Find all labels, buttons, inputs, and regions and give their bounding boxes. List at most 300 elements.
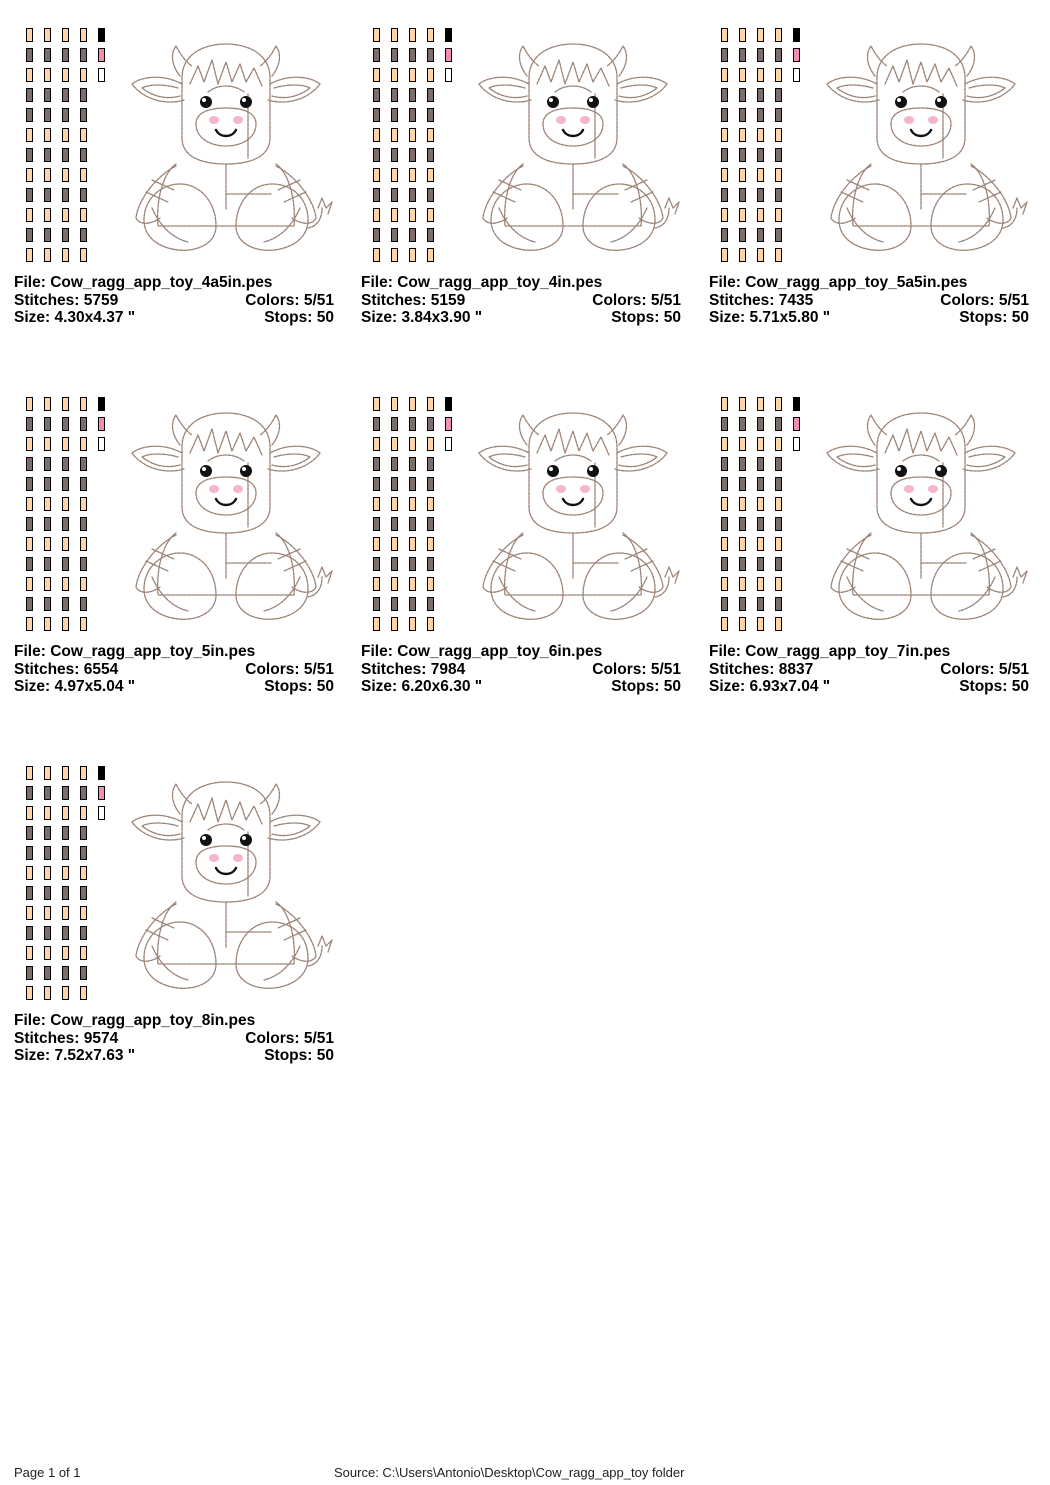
thread-swatch [721,48,728,62]
thread-swatch [62,108,69,122]
thread-swatch [739,248,746,262]
color-count: 5/51 [650,660,681,678]
thread-swatch [44,906,51,920]
thread-swatch [445,68,452,82]
thread-swatch [757,597,764,611]
thread-swatch [62,248,69,262]
design-card [14,766,334,1106]
thread-swatch [775,597,782,611]
file-label: File: [14,1012,46,1029]
thread-swatch [775,537,782,551]
thread-swatch [62,437,69,451]
design-size: 7.52x7.63 " [54,1047,136,1064]
thread-swatch [44,786,51,800]
color-count: 5/51 [998,660,1029,678]
thread-swatch [391,617,398,631]
thread-swatch [391,497,398,511]
thread-swatch [757,517,764,531]
thread-swatch [793,437,800,451]
thread-swatch [373,48,380,62]
thread-swatch [373,248,380,262]
thread-swatch [80,417,87,431]
thread-swatch [739,577,746,591]
thread-swatch [26,28,33,42]
thread-swatch [26,88,33,102]
thread-swatch [44,766,51,780]
thread-swatch [775,517,782,531]
thread-swatch [427,477,434,491]
thread-swatch [391,228,398,242]
thread-swatch [391,537,398,551]
thread-swatch [44,68,51,82]
thread-swatch [721,168,728,182]
colors-label: Colors: [940,291,995,309]
thread-swatch [26,48,33,62]
thread-swatch [62,806,69,820]
thread-swatch [775,128,782,142]
thread-swatch [62,846,69,860]
thread-swatch [62,766,69,780]
thread-swatch [26,986,33,1000]
thread-swatch [98,417,105,431]
thread-swatch [757,557,764,571]
stitches-label: Stitches: [709,291,775,309]
design-card [14,28,334,368]
thread-swatch [373,597,380,611]
thread-swatch [26,457,33,471]
color-count: 5/51 [998,291,1029,309]
thread-swatch [80,68,87,82]
thread-swatch [775,148,782,162]
thread-swatch [409,617,416,631]
thread-swatch [26,228,33,242]
thread-swatch [44,866,51,880]
thread-swatch [445,48,452,62]
thread-swatch [80,437,87,451]
thread-swatch [391,397,398,411]
thread-swatch [80,906,87,920]
design-info [14,274,334,327]
thread-swatch [62,228,69,242]
source-path: Source: C:\Users\Antonio\Desktop\Cow_ragg_app_toy folder [334,1465,685,1480]
thread-swatch [80,806,87,820]
stitch-count: 7984 [430,660,466,678]
cow-toy-icon [817,32,1031,252]
page-indicator: Page 1 of 1 [14,1465,81,1480]
stops-label: Stops: [264,678,313,695]
thread-swatch [409,397,416,411]
thread-swatch [739,88,746,102]
thread-swatch [26,108,33,122]
stops-label: Stops: [959,678,1008,695]
thread-swatch [739,537,746,551]
thread-swatch [721,557,728,571]
thread-swatch [409,457,416,471]
thread-color-chart [369,397,469,637]
thread-swatch [775,457,782,471]
thread-color-chart [22,397,122,637]
thread-swatch [391,88,398,102]
thread-swatch [80,786,87,800]
cow-design-preview [817,32,1031,252]
thread-swatch [757,457,764,471]
thread-swatch [757,168,764,182]
thread-swatch [44,437,51,451]
thread-swatch [739,517,746,531]
thread-swatch [793,48,800,62]
thread-swatch [775,168,782,182]
thread-swatch [409,557,416,571]
thread-swatch [44,397,51,411]
thread-swatch [757,208,764,222]
thread-swatch [721,68,728,82]
thread-swatch [44,557,51,571]
file-name: Cow_ragg_app_toy_5in.pes [50,643,256,660]
thread-swatch [427,617,434,631]
thread-swatch [757,437,764,451]
thread-swatch [26,248,33,262]
thread-swatch [721,457,728,471]
design-info [14,643,334,696]
design-size: 5.71x5.80 " [749,309,831,326]
thread-swatch [739,128,746,142]
stops-label: Stops: [611,309,660,326]
thread-swatch [427,68,434,82]
size-label: Size: [14,1047,51,1064]
thread-swatch [427,248,434,262]
thread-swatch [373,617,380,631]
thread-swatch [44,966,51,980]
thread-swatch [793,68,800,82]
stops-label: Stops: [264,1047,313,1064]
thread-swatch [80,826,87,840]
thread-swatch [409,88,416,102]
thread-swatch [721,617,728,631]
thread-swatch [409,577,416,591]
thread-swatch [409,437,416,451]
thread-swatch [26,906,33,920]
thread-swatch [445,437,452,451]
thread-swatch [757,48,764,62]
thread-swatch [409,497,416,511]
file-label: File: [14,643,46,660]
thread-swatch [26,397,33,411]
thread-swatch [373,228,380,242]
color-count: 5/51 [303,291,334,309]
thread-swatch [373,208,380,222]
thread-swatch [739,617,746,631]
thread-swatch [427,228,434,242]
thread-swatch [80,497,87,511]
thread-swatch [757,88,764,102]
thread-swatch [373,128,380,142]
cow-toy-icon [817,401,1031,621]
stitches-label: Stitches: [361,660,427,678]
thread-swatch [26,68,33,82]
thread-swatch [427,557,434,571]
stop-count: 50 [316,678,334,695]
thread-swatch [26,966,33,980]
thread-swatch [44,826,51,840]
stops-label: Stops: [264,309,313,326]
thread-swatch [757,108,764,122]
thread-swatch [757,248,764,262]
thread-swatch [739,48,746,62]
thread-swatch [373,537,380,551]
thread-swatch [427,417,434,431]
stops-label: Stops: [611,678,660,695]
file-name: Cow_ragg_app_toy_7in.pes [745,643,951,660]
colors-label: Colors: [245,291,300,309]
stitches-label: Stitches: [361,291,427,309]
size-label: Size: [361,309,398,326]
thread-color-chart [22,28,122,268]
cow-toy-icon [122,770,336,990]
thread-swatch [775,577,782,591]
thread-swatch [44,806,51,820]
thread-swatch [80,88,87,102]
thread-swatch [391,68,398,82]
thread-swatch [373,517,380,531]
thread-swatch [721,28,728,42]
thread-swatch [80,457,87,471]
colors-label: Colors: [592,660,647,678]
thread-swatch [80,397,87,411]
thread-swatch [80,946,87,960]
thread-swatch [26,786,33,800]
cow-design-preview [469,401,683,621]
file-label: File: [14,274,46,291]
thread-swatch [721,597,728,611]
cow-toy-icon [469,401,683,621]
thread-swatch [739,437,746,451]
size-label: Size: [709,309,746,326]
thread-swatch [98,397,105,411]
thread-swatch [26,766,33,780]
thread-swatch [427,577,434,591]
thread-swatch [44,597,51,611]
thread-swatch [757,477,764,491]
thread-swatch [62,826,69,840]
thread-swatch [391,517,398,531]
thread-color-chart [22,766,122,1006]
thread-swatch [62,537,69,551]
thread-swatch [62,906,69,920]
thread-swatch [62,168,69,182]
thread-swatch [721,148,728,162]
file-name: Cow_ragg_app_toy_6in.pes [397,643,603,660]
thread-swatch [721,228,728,242]
thread-swatch [391,557,398,571]
colors-label: Colors: [245,1029,300,1047]
thread-swatch [391,577,398,591]
thread-swatch [373,188,380,202]
thread-swatch [721,188,728,202]
thread-swatch [739,457,746,471]
thread-swatch [739,397,746,411]
thread-color-chart [717,397,817,637]
thread-swatch [26,806,33,820]
thread-swatch [80,537,87,551]
thread-swatch [739,417,746,431]
stop-count: 50 [1011,309,1029,326]
thread-swatch [409,148,416,162]
cow-toy-icon [469,32,683,252]
design-info [361,643,681,696]
thread-swatch [62,926,69,940]
thread-swatch [80,577,87,591]
thread-swatch [409,417,416,431]
stitch-count: 5759 [83,291,119,309]
cow-design-preview [122,401,336,621]
file-label: File: [709,274,741,291]
thread-swatch [427,397,434,411]
design-size: 4.30x4.37 " [54,309,136,326]
thread-swatch [757,397,764,411]
thread-swatch [373,168,380,182]
thread-swatch [62,966,69,980]
thread-swatch [427,437,434,451]
thread-swatch [62,617,69,631]
thread-swatch [757,188,764,202]
thread-swatch [80,866,87,880]
thread-swatch [757,577,764,591]
thread-swatch [775,188,782,202]
design-info [709,274,1029,327]
thread-swatch [44,497,51,511]
thread-swatch [26,886,33,900]
color-count: 5/51 [303,660,334,678]
thread-swatch [44,517,51,531]
thread-swatch [775,68,782,82]
thread-swatch [80,617,87,631]
thread-swatch [80,188,87,202]
thread-swatch [80,926,87,940]
thread-swatch [409,517,416,531]
thread-swatch [373,68,380,82]
thread-swatch [775,397,782,411]
cow-design-preview [122,32,336,252]
stitch-count: 8837 [778,660,814,678]
thread-swatch [44,108,51,122]
thread-swatch [757,128,764,142]
thread-swatch [62,48,69,62]
thread-swatch [409,128,416,142]
stitch-count: 9574 [83,1029,119,1047]
colors-label: Colors: [245,660,300,678]
thread-swatch [721,477,728,491]
design-size: 6.20x6.30 " [401,678,483,695]
stitch-count: 5159 [430,291,466,309]
thread-swatch [391,208,398,222]
thread-swatch [44,986,51,1000]
thread-swatch [739,477,746,491]
thread-swatch [62,786,69,800]
stop-count: 50 [663,678,681,695]
thread-swatch [62,188,69,202]
thread-swatch [80,108,87,122]
thread-swatch [739,188,746,202]
thread-swatch [26,577,33,591]
stop-count: 50 [663,309,681,326]
thread-swatch [427,28,434,42]
cow-design-preview [817,401,1031,621]
thread-swatch [409,228,416,242]
thread-swatch [775,48,782,62]
thread-swatch [26,477,33,491]
thread-swatch [373,577,380,591]
thread-swatch [44,188,51,202]
thread-swatch [775,228,782,242]
thread-swatch [62,517,69,531]
thread-swatch [80,597,87,611]
thread-swatch [26,617,33,631]
thread-swatch [44,946,51,960]
thread-swatch [373,417,380,431]
thread-swatch [721,397,728,411]
thread-swatch [44,208,51,222]
thread-swatch [373,108,380,122]
size-label: Size: [14,678,51,695]
thread-swatch [391,168,398,182]
thread-swatch [775,248,782,262]
thread-swatch [721,208,728,222]
thread-swatch [409,208,416,222]
thread-swatch [98,766,105,780]
cow-design-preview [122,770,336,990]
thread-swatch [26,926,33,940]
thread-swatch [757,417,764,431]
thread-swatch [409,248,416,262]
thread-swatch [62,457,69,471]
stop-count: 50 [316,1047,334,1064]
thread-swatch [427,597,434,611]
thread-swatch [391,477,398,491]
thread-swatch [373,497,380,511]
thread-swatch [98,437,105,451]
thread-swatch [26,437,33,451]
thread-swatch [427,457,434,471]
colors-label: Colors: [592,291,647,309]
design-size: 4.97x5.04 " [54,678,136,695]
design-card [361,28,681,368]
thread-swatch [62,986,69,1000]
thread-swatch [80,208,87,222]
thread-swatch [775,617,782,631]
thread-swatch [373,28,380,42]
thread-swatch [409,168,416,182]
thread-swatch [721,248,728,262]
design-info [709,643,1029,696]
thread-swatch [26,517,33,531]
thread-swatch [80,477,87,491]
thread-swatch [775,417,782,431]
thread-swatch [62,28,69,42]
color-count: 5/51 [650,291,681,309]
thread-swatch [373,437,380,451]
thread-swatch [775,557,782,571]
thread-swatch [80,966,87,980]
thread-swatch [739,168,746,182]
thread-swatch [793,28,800,42]
thread-swatch [427,168,434,182]
thread-swatch [775,437,782,451]
thread-swatch [26,946,33,960]
thread-swatch [409,537,416,551]
stop-count: 50 [316,309,334,326]
thread-swatch [80,48,87,62]
file-name: Cow_ragg_app_toy_5a5in.pes [745,274,968,291]
